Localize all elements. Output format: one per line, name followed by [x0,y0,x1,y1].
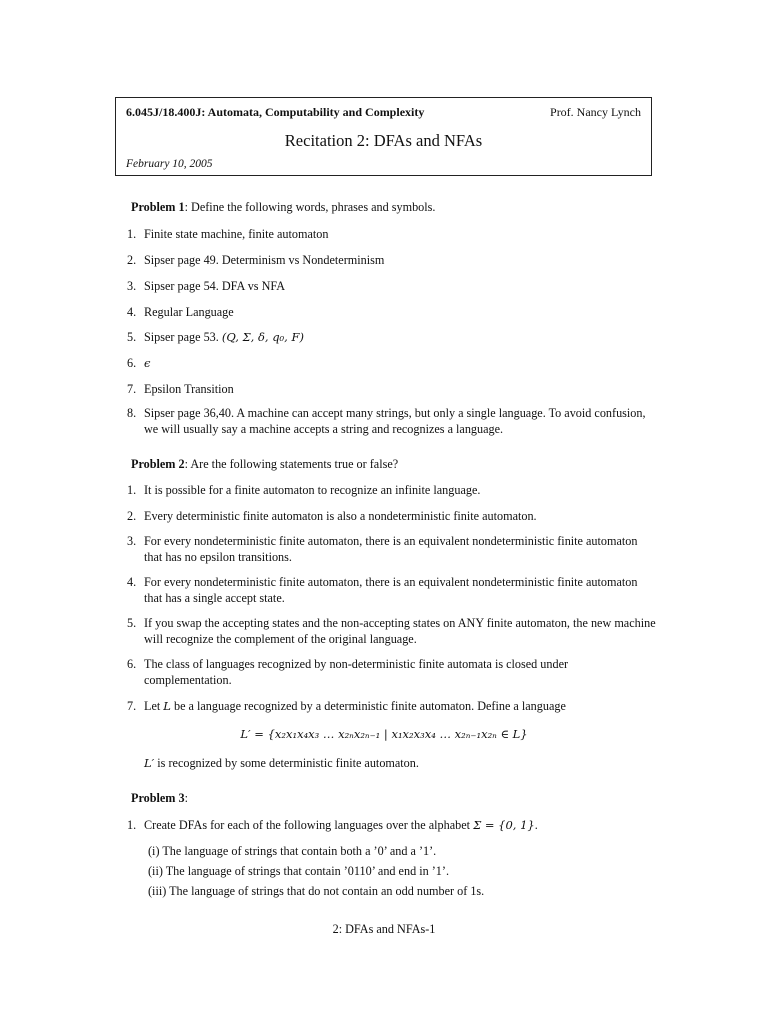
problem-1-heading [131,200,435,215]
epsilon-symbol: ϵ [144,356,151,370]
list-item [127,656,657,688]
item-number: 4. [127,305,137,319]
item-number: 4. [127,575,137,589]
item-number: 5. [127,616,137,630]
item-number: 5. [127,330,137,344]
list-item [127,817,657,833]
sub-item: (ii) The language of strings that contain ’0110’ and end in ’1’. [148,864,449,878]
item-number: 8. [127,406,137,420]
item-number: 1. [127,483,137,497]
list-item [127,304,657,320]
item-text: Sipser page 36,40. A machine can accept many strings, but only a single language. To avoid confusion, we will usually say a machine accepts a string and recognizes a language. [144,406,646,436]
course-title: 6.045J/18.400J: Automata, Computability and Complexity [126,105,425,119]
item-number: 1. [127,227,137,241]
list-item [127,278,657,294]
item-text: Let [144,699,164,713]
item-text: Epsilon Transition [144,382,234,396]
alphabet-math: Σ = {0, 1} [473,818,535,832]
list-item [127,355,657,371]
item-text: Sipser page 53. [144,330,222,344]
problem-2-label: Problem 2 [131,457,185,471]
problem-2-heading [131,457,398,472]
problem-1-prompt: : Define the following words, phrases and symbols. [184,200,436,214]
page-title: Recitation 2: DFAs and NFAs [284,131,483,150]
item-number: 3. [127,279,137,293]
list-item [127,381,657,397]
tuple-math: (Q, Σ, δ, q₀, F) [221,330,304,344]
item-text: Finite state machine, finite automaton [144,227,329,241]
item-number: 6. [127,356,137,370]
item-text: Create DFAs for each of the following languages over the alphabet [144,818,474,832]
list-item [127,252,657,268]
problem-1-label: Problem 1 [131,200,185,214]
item-number: 7. [127,699,137,713]
item-number: 1. [127,818,137,832]
problem-3-prompt: : [184,791,188,805]
item-number: 7. [127,382,137,396]
list-item [127,226,657,242]
header-box [115,97,652,176]
item-number: 2. [127,253,137,267]
problem-2-prompt: : Are the following statements true or false? [184,457,399,471]
item-number: 3. [127,534,137,548]
item-text: For every nondeterministic finite automaton, there is an equivalent nondeterministic finite automaton that has a single accept state. [144,575,638,605]
item-text: It is possible for a finite automaton to recognize an infinite language. [144,483,481,497]
language-var: L′ [144,756,155,770]
item-text: Every deterministic finite automaton is also a nondeterministic finite automaton. [144,509,537,523]
problem-3-heading [131,791,188,806]
item-text: Sipser page 49. Determinism vs Nondeterminism [144,253,385,267]
item-number: 2. [127,509,137,523]
date: February 10, 2005 [126,158,213,170]
item-text: Sipser page 54. DFA vs NFA [144,279,286,293]
list-item [127,698,657,714]
item-text: The class of languages recognized by non-deterministic finite automata is closed under complementation. [144,657,569,687]
sub-item: (i) The language of strings that contain both a ’0’ and a ’1’. [148,844,437,858]
conclusion-text: is recognized by some deterministic finite automaton. [154,756,419,770]
list-item [127,615,657,647]
list-item [127,329,657,345]
list-item [127,508,657,524]
problem-3-label: Problem 3 [131,791,185,805]
item-text: be a language recognized by a deterministic finite automaton. Define a language [170,699,566,713]
language-var: L [163,699,171,713]
list-item [127,574,657,606]
item-text: For every nondeterministic finite automaton, there is an equivalent nondeterministic finite automaton that has no epsilon transitions. [144,534,638,564]
sub-item: (iii) The language of strings that do not contain an odd number of 1s. [148,884,485,898]
list-item [127,405,657,437]
language-definition-formula: L′ = {x₂x₁x₄x₃ … x₂ₙx₂ₙ₋₁ | x₁x₂x₃x₄ … x₂ₙ₋₁x₂ₙ ∈ L} [240,727,528,741]
item-number: 6. [127,657,137,671]
professor-name: Prof. Nancy Lynch [550,105,641,119]
list-item [127,533,657,565]
conclusion-line [144,755,674,771]
item-text: If you swap the accepting states and the non-accepting states on ANY finite automaton, the new machine will recognize the complement of the original language. [144,616,656,646]
item-text: Regular Language [144,305,234,319]
list-item [127,482,657,498]
item-text: . [534,818,538,832]
page-footer: 2: DFAs and NFAs-1 [332,922,436,936]
